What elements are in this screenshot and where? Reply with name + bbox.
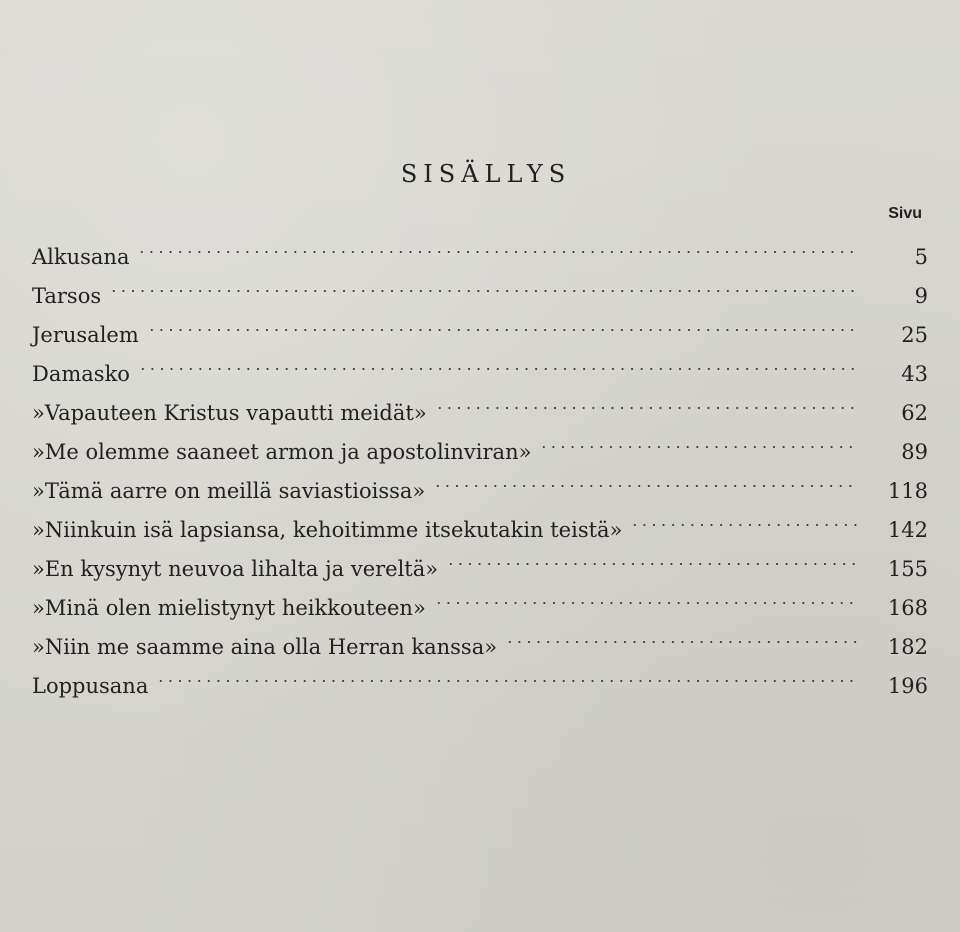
toc-entry-page: 9 (914, 284, 928, 308)
toc-entry-page: 168 (887, 596, 928, 620)
toc-entry-page: 43 (901, 362, 928, 386)
toc-entry (32, 381, 928, 425)
dot-leader (434, 576, 858, 615)
dot-leader (109, 264, 858, 303)
toc-entry-title: Loppusana (32, 674, 149, 698)
toc-entry-title: »Vapauteen Kristus vapautti meidät» (32, 401, 427, 425)
toc-entry-title: »Niinkuin isä lapsiansa, kehoitimme itsekutakin teistä» (32, 518, 623, 542)
toc-entry (32, 225, 928, 269)
dot-leader (446, 537, 858, 576)
dot-leader (505, 615, 858, 654)
toc-entry-title: Tarsos (32, 284, 102, 308)
toc-entry-page: 62 (901, 401, 928, 425)
toc-entry (32, 303, 928, 347)
dot-leader (138, 342, 858, 381)
toc-entry-title: Alkusana (32, 245, 130, 269)
dot-leader (137, 225, 858, 264)
toc-entry-page: 89 (901, 440, 928, 464)
page-title: SISÄLLYS (400, 160, 572, 188)
dot-leader (539, 420, 858, 459)
dot-leader (435, 381, 858, 420)
toc-entry-page: 182 (887, 635, 928, 659)
toc-entry-page: 155 (887, 557, 928, 581)
toc-entry-page: 118 (887, 479, 928, 503)
dot-leader (147, 303, 858, 342)
toc-entry-title: »Minä olen mielistynyt heikkouteen» (32, 596, 426, 620)
toc-entry-title: Damasko (32, 362, 130, 386)
toc-entry-title: »Me olemme saaneet armon ja apostolinviran» (32, 440, 532, 464)
dot-leader (630, 498, 858, 537)
toc-entry-page: 142 (887, 518, 928, 542)
toc-entry-title: »Niin me saamme aina olla Herran kanssa» (32, 635, 498, 659)
table-of-contents (32, 225, 928, 698)
toc-entry (32, 342, 928, 386)
page-column-header: Sivu (888, 205, 922, 222)
toc-entry-page: 196 (887, 674, 928, 698)
toc-entry-title: »En kysynyt neuvoa lihalta ja vereltä» (32, 557, 439, 581)
toc-entry-title: »Tämä aarre on meillä saviastioissa» (32, 479, 426, 503)
toc-entry (32, 264, 928, 308)
toc-entry-page: 5 (914, 245, 928, 269)
toc-entry-title: Jerusalem (32, 323, 139, 347)
toc-entry (32, 654, 928, 698)
dot-leader (156, 654, 858, 693)
dot-leader (433, 459, 858, 498)
toc-entry-page: 25 (901, 323, 928, 347)
